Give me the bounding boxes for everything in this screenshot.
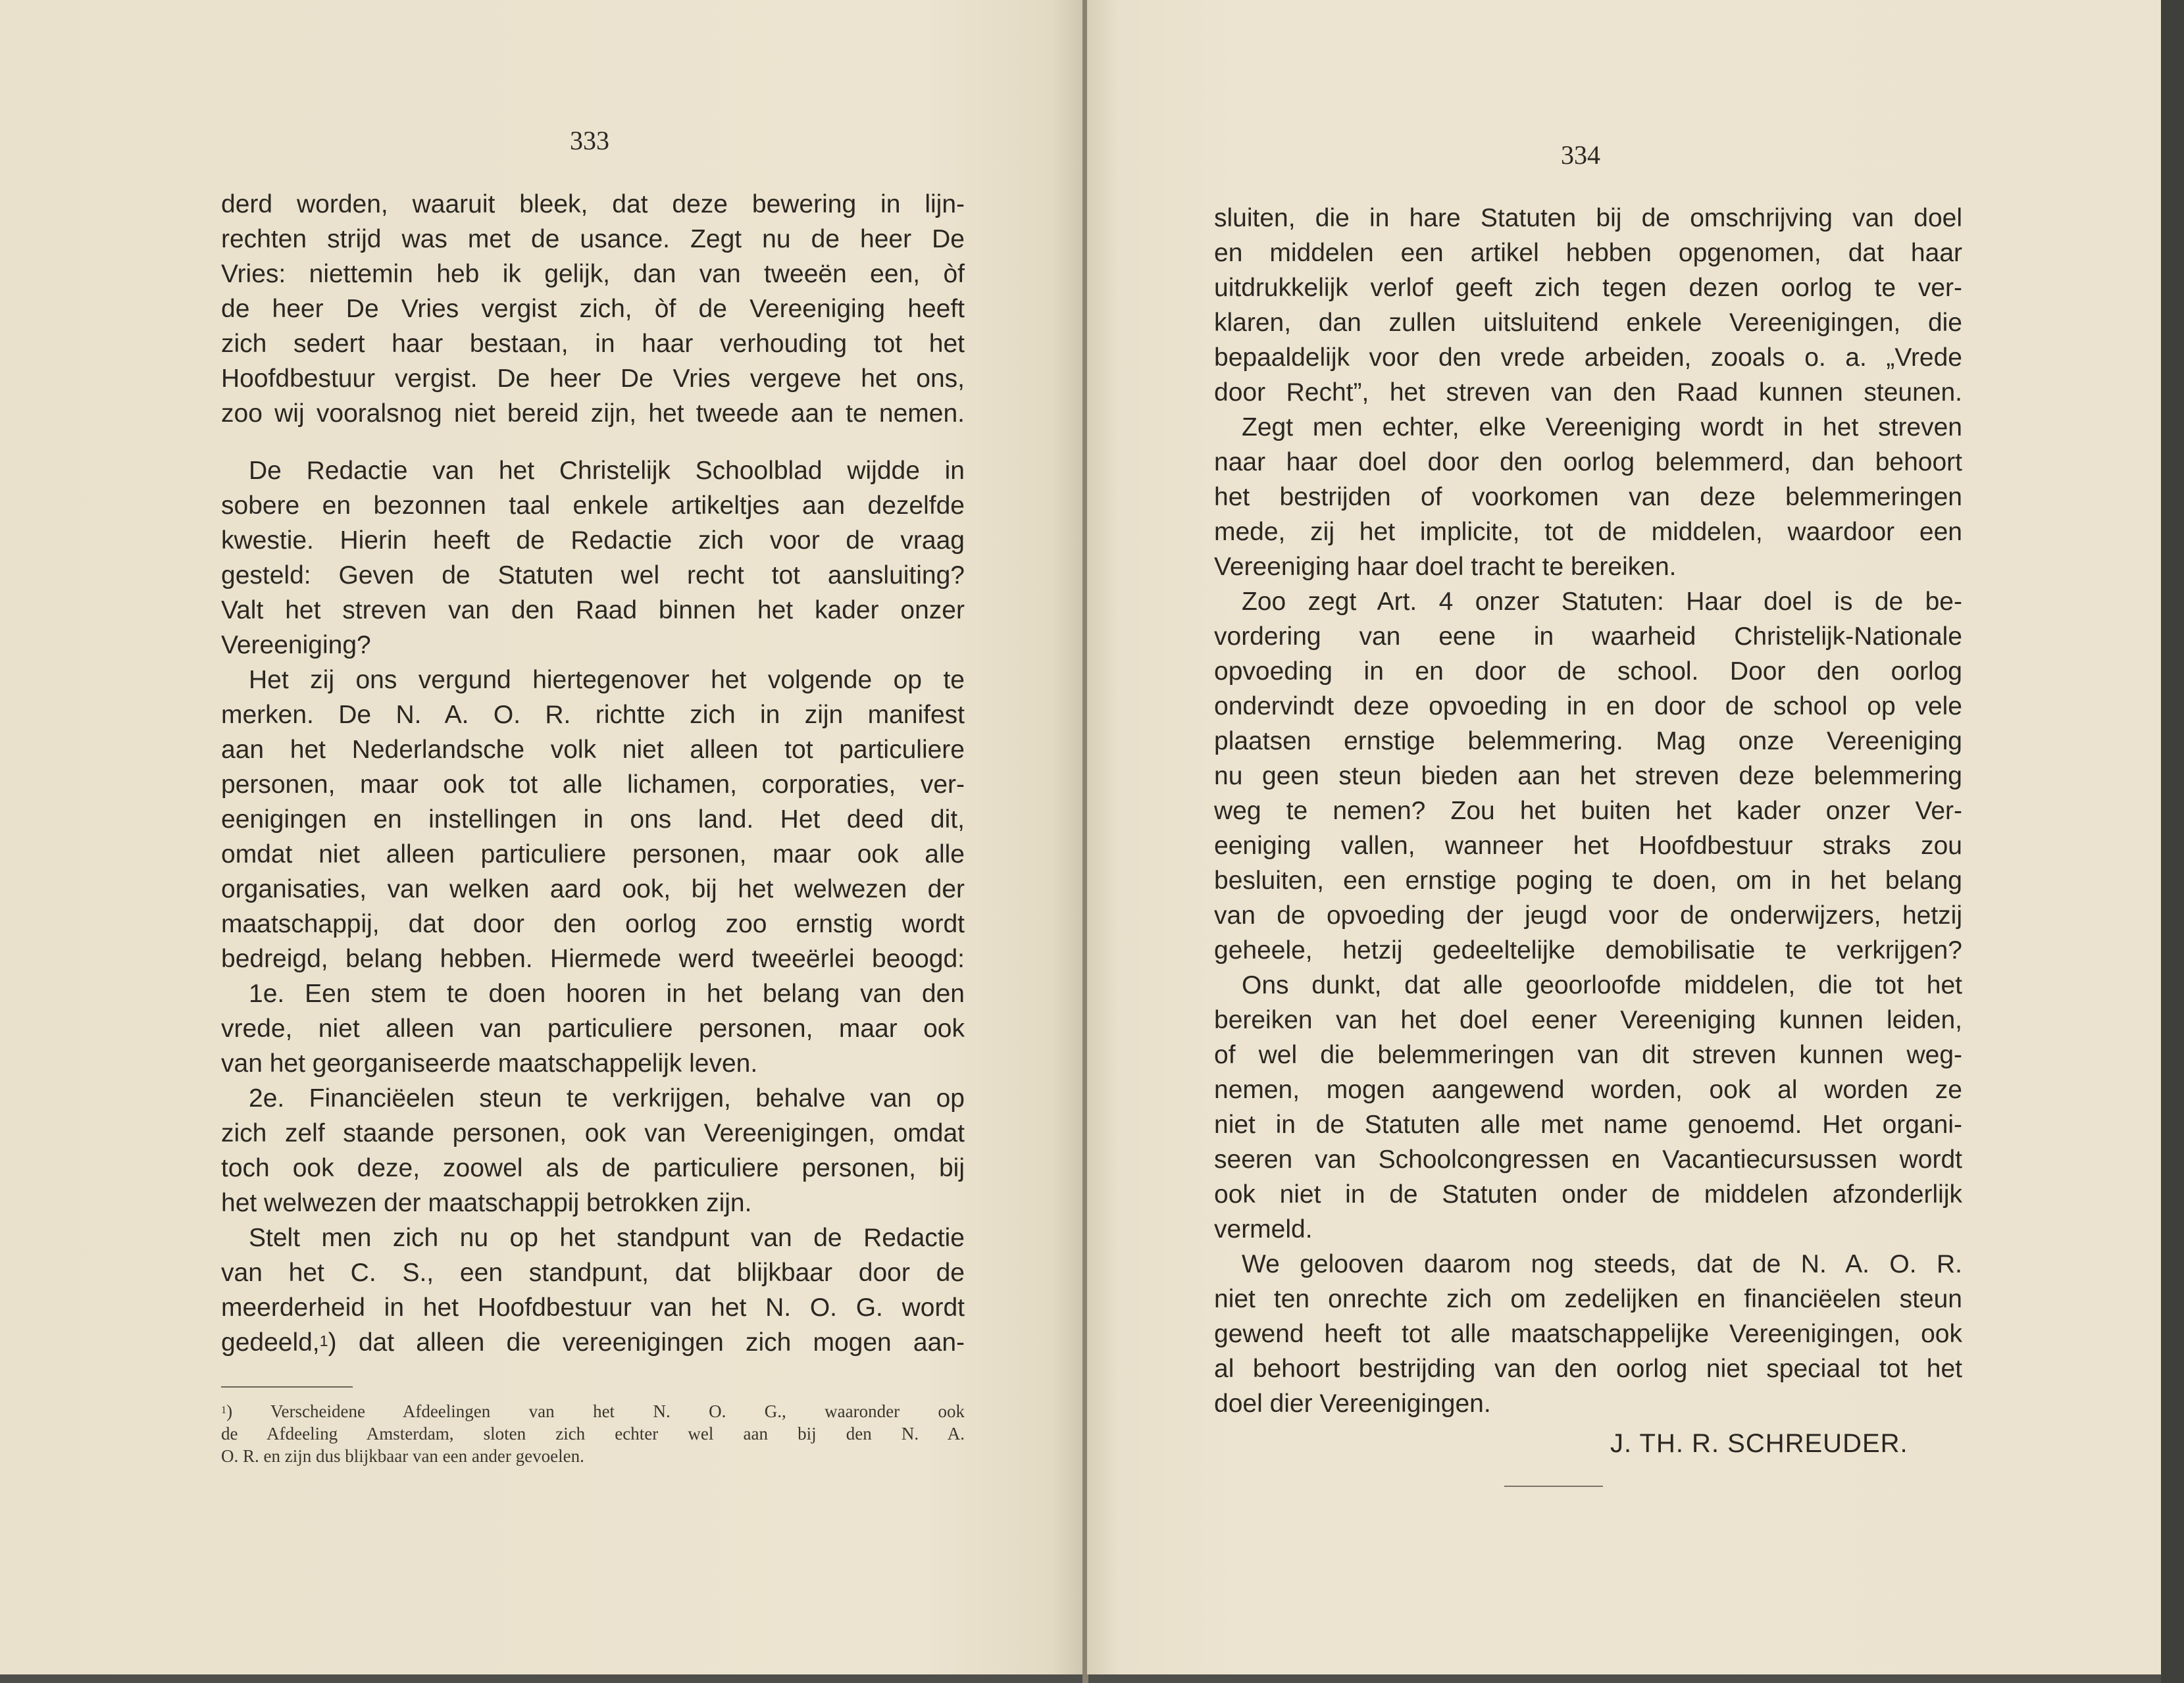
text-line: van de opvoeding der jeugd voor de onderwijzers, hetzij bbox=[1214, 901, 1962, 930]
closing-rule bbox=[1504, 1486, 1603, 1487]
text-line: 1e. Een stem te doen hooren in het belang van den bbox=[249, 980, 965, 1008]
text-line: Vereeniging haar doel tracht te bereiken. bbox=[1214, 553, 1677, 581]
text-line: Het zij ons vergund hiertegenover het volgende op te bbox=[249, 666, 965, 694]
text-line: door Recht”, het streven van den Raad kunnen steunen. bbox=[1214, 378, 1962, 407]
text-line: seeren van Schoolcongressen en Vacantiecursussen wordt bbox=[1214, 1145, 1962, 1174]
text-line bbox=[221, 1325, 965, 1360]
text-line: sluiten, die in hare Statuten bij de omschrijving van doel bbox=[1214, 204, 1962, 232]
text-line: maatschappij, dat door den oorlog zoo ernstig wordt bbox=[221, 910, 965, 938]
right-page bbox=[1087, 0, 2161, 1674]
text-line: sobere en bezonnen taal enkele artikeltjes aan dezelfde bbox=[221, 491, 965, 520]
text-line: bedreigd, belang hebben. Hiermede werd tweeërlei beoogd: bbox=[221, 945, 965, 973]
text-line: organisaties, van welken aard ook, bij het welwezen der bbox=[221, 875, 965, 903]
text-line: zich zelf staande personen, ook van Vereenigingen, omdat bbox=[221, 1119, 965, 1147]
text-line: plaatsen ernstige belemmering. Mag onze Vereeniging bbox=[1214, 727, 1962, 755]
text-line: zoo wij vooralsnog niet bereid zijn, het tweede aan te nemen. bbox=[221, 399, 965, 428]
text-line: Ons dunkt, dat alle geoorloofde middelen, die tot het bbox=[1242, 971, 1962, 999]
text-line: ook niet in de Statuten onder de middelen afzonderlijk bbox=[1214, 1180, 1962, 1209]
text-fragment: ) Verscheidene Afdeelingen van het N. O. G., waaronder ook bbox=[226, 1401, 965, 1421]
footnote bbox=[221, 1400, 965, 1467]
text-line: Valt het streven van den Raad binnen het kader onzer bbox=[221, 596, 965, 624]
text-line: de heer De Vries vergist zich, òf de Vereeniging heeft bbox=[221, 295, 965, 323]
text-line: derd worden, waaruit bleek, dat deze bewering in lijn- bbox=[221, 190, 965, 218]
text-line: nemen, mogen aangewend worden, ook al worden ze bbox=[1214, 1076, 1962, 1104]
text-line: We gelooven daarom nog steeds, dat de N. A. O. R. bbox=[1242, 1250, 1962, 1278]
text-line: ondervindt deze opvoeding in en door de school op vele bbox=[1214, 692, 1962, 720]
text-line: bereiken van het doel eener Vereeniging kunnen leiden, bbox=[1214, 1006, 1962, 1034]
text-line: rechten strijd was met de usance. Zegt nu de heer De bbox=[221, 225, 965, 253]
text-line: uitdrukkelijk verlof geeft zich tegen dezen oorlog te ver- bbox=[1214, 274, 1962, 302]
text-line: mede, zij het implicite, tot de middelen, waardoor een bbox=[1214, 518, 1962, 546]
text-line: zich sedert haar bestaan, in haar verhouding tot het bbox=[221, 330, 965, 358]
text-line: Vries: niettemin heb ik gelijk, dan van tweeën een, òf bbox=[221, 260, 965, 288]
text-line: kwestie. Hierin heeft de Redactie zich voor de vraag bbox=[221, 526, 965, 555]
text-line: niet in de Statuten alle met name genoemd. Het organi- bbox=[1214, 1111, 1962, 1139]
text-line: van het C. S., een standpunt, dat blijkbaar door de bbox=[221, 1259, 965, 1287]
text-line: bepaaldelijk voor den vrede arbeiden, zooals o. a. „Vrede bbox=[1214, 343, 1962, 372]
text-line: Hoofdbestuur vergist. De heer De Vries vergeve het ons, bbox=[221, 364, 965, 393]
text-line: De Redactie van het Christelijk Schoolblad wijdde in bbox=[249, 457, 965, 485]
page-edge bbox=[2161, 0, 2184, 1683]
footnote-marker: 1 bbox=[221, 1404, 227, 1416]
text-line: niet ten onrechte zich om zedelijken en financiëelen steun bbox=[1214, 1285, 1962, 1313]
text-line: omdat niet alleen particuliere personen, maar ook alle bbox=[221, 840, 965, 868]
text-line: toch ook deze, zoowel als de particuliere personen, bij bbox=[221, 1154, 965, 1182]
text-line: weg te nemen? Zou het buiten het kader onzer Ver- bbox=[1214, 797, 1962, 825]
text-line: 2e. Financiëelen steun te verkrijgen, behalve van op bbox=[249, 1084, 965, 1113]
text-line: naar haar doel door den oorlog belemmerd, dan behoort bbox=[1214, 448, 1962, 476]
text-line: eenigingen en instellingen in ons land. Het deed dit, bbox=[221, 805, 965, 834]
text-line: eeniging vallen, wanneer het Hoofdbestuur straks zou bbox=[1214, 832, 1962, 860]
footnote-rule bbox=[221, 1386, 353, 1388]
text-line: besluiten, een ernstige poging te doen, om in het belang bbox=[1214, 867, 1962, 895]
text-line: meerderheid in het Hoofdbestuur van het N. O. G. wordt bbox=[221, 1294, 965, 1322]
text-fragment: gedeeld, bbox=[221, 1328, 320, 1357]
text-line: vordering van eene in waarheid Christelijk-Nationale bbox=[1214, 622, 1962, 651]
text-line: klaren, dan zullen uitsluitend enkele Vereenigingen, die bbox=[1214, 309, 1962, 337]
text-line: al behoort bestrijding van den oorlog niet speciaal tot het bbox=[1214, 1355, 1962, 1383]
text-line: het bestrijden of voorkomen van deze belemmeringen bbox=[1214, 483, 1962, 511]
text-line: vermeld. bbox=[1214, 1215, 1313, 1243]
author-signature: J. TH. R. SCHREUDER. bbox=[1610, 1429, 1908, 1458]
page-number: 333 bbox=[570, 126, 609, 155]
footnote-line: de Afdeeling Amsterdam, sloten zich echter wel aan bij den N. A. bbox=[221, 1424, 965, 1444]
text-line: gesteld: Geven de Statuten wel recht tot aansluiting? bbox=[221, 561, 965, 590]
text-line: personen, maar ook tot alle lichamen, corporaties, ver- bbox=[221, 770, 965, 799]
text-line: opvoeding in en door de school. Door den oorlog bbox=[1214, 657, 1962, 686]
left-page bbox=[0, 0, 1084, 1674]
text-fragment: ) dat alleen die vereenigingen zich mogen aan- bbox=[328, 1328, 965, 1357]
text-line: en middelen een artikel hebben opgenomen, dat haar bbox=[1214, 239, 1962, 267]
footnote-line bbox=[221, 1400, 965, 1422]
footnote-line: O. R. en zijn dus blijkbaar van een ander gevoelen. bbox=[221, 1446, 584, 1466]
text-line: Stelt men zich nu op het standpunt van de Redactie bbox=[249, 1224, 965, 1252]
text-line: Vereeniging? bbox=[221, 631, 371, 659]
text-line: geheele, hetzij gedeeltelijke demobilisatie te verkrijgen? bbox=[1214, 936, 1962, 965]
text-line: vrede, niet alleen van particuliere personen, maar ook bbox=[221, 1015, 965, 1043]
text-line: Zegt men echter, elke Vereeniging wordt in het streven bbox=[1242, 413, 1962, 441]
right-body-text bbox=[1214, 201, 1962, 1421]
text-line: doel dier Vereenigingen. bbox=[1214, 1390, 1491, 1418]
text-line: Zoo zegt Art. 4 onzer Statuten: Haar doel is de be- bbox=[1242, 588, 1962, 616]
footnote-marker: 1 bbox=[319, 1332, 328, 1349]
text-line: nu geen steun bieden aan het streven deze belemmering bbox=[1214, 762, 1962, 790]
left-body-text bbox=[221, 187, 965, 1360]
page-number: 334 bbox=[1561, 140, 1600, 170]
text-line: of wel die belemmeringen van dit streven kunnen weg- bbox=[1214, 1041, 1962, 1069]
text-line: aan het Nederlandsche volk niet alleen tot particuliere bbox=[221, 736, 965, 764]
text-line: van het georganiseerde maatschappelijk leven. bbox=[221, 1049, 758, 1078]
text-line: gewend heeft tot alle maatschappelijke Vereenigingen, ook bbox=[1214, 1320, 1962, 1348]
text-line: merken. De N. A. O. R. richtte zich in zijn manifest bbox=[221, 701, 965, 729]
text-line: het welwezen der maatschappij betrokken zijn. bbox=[221, 1189, 752, 1217]
